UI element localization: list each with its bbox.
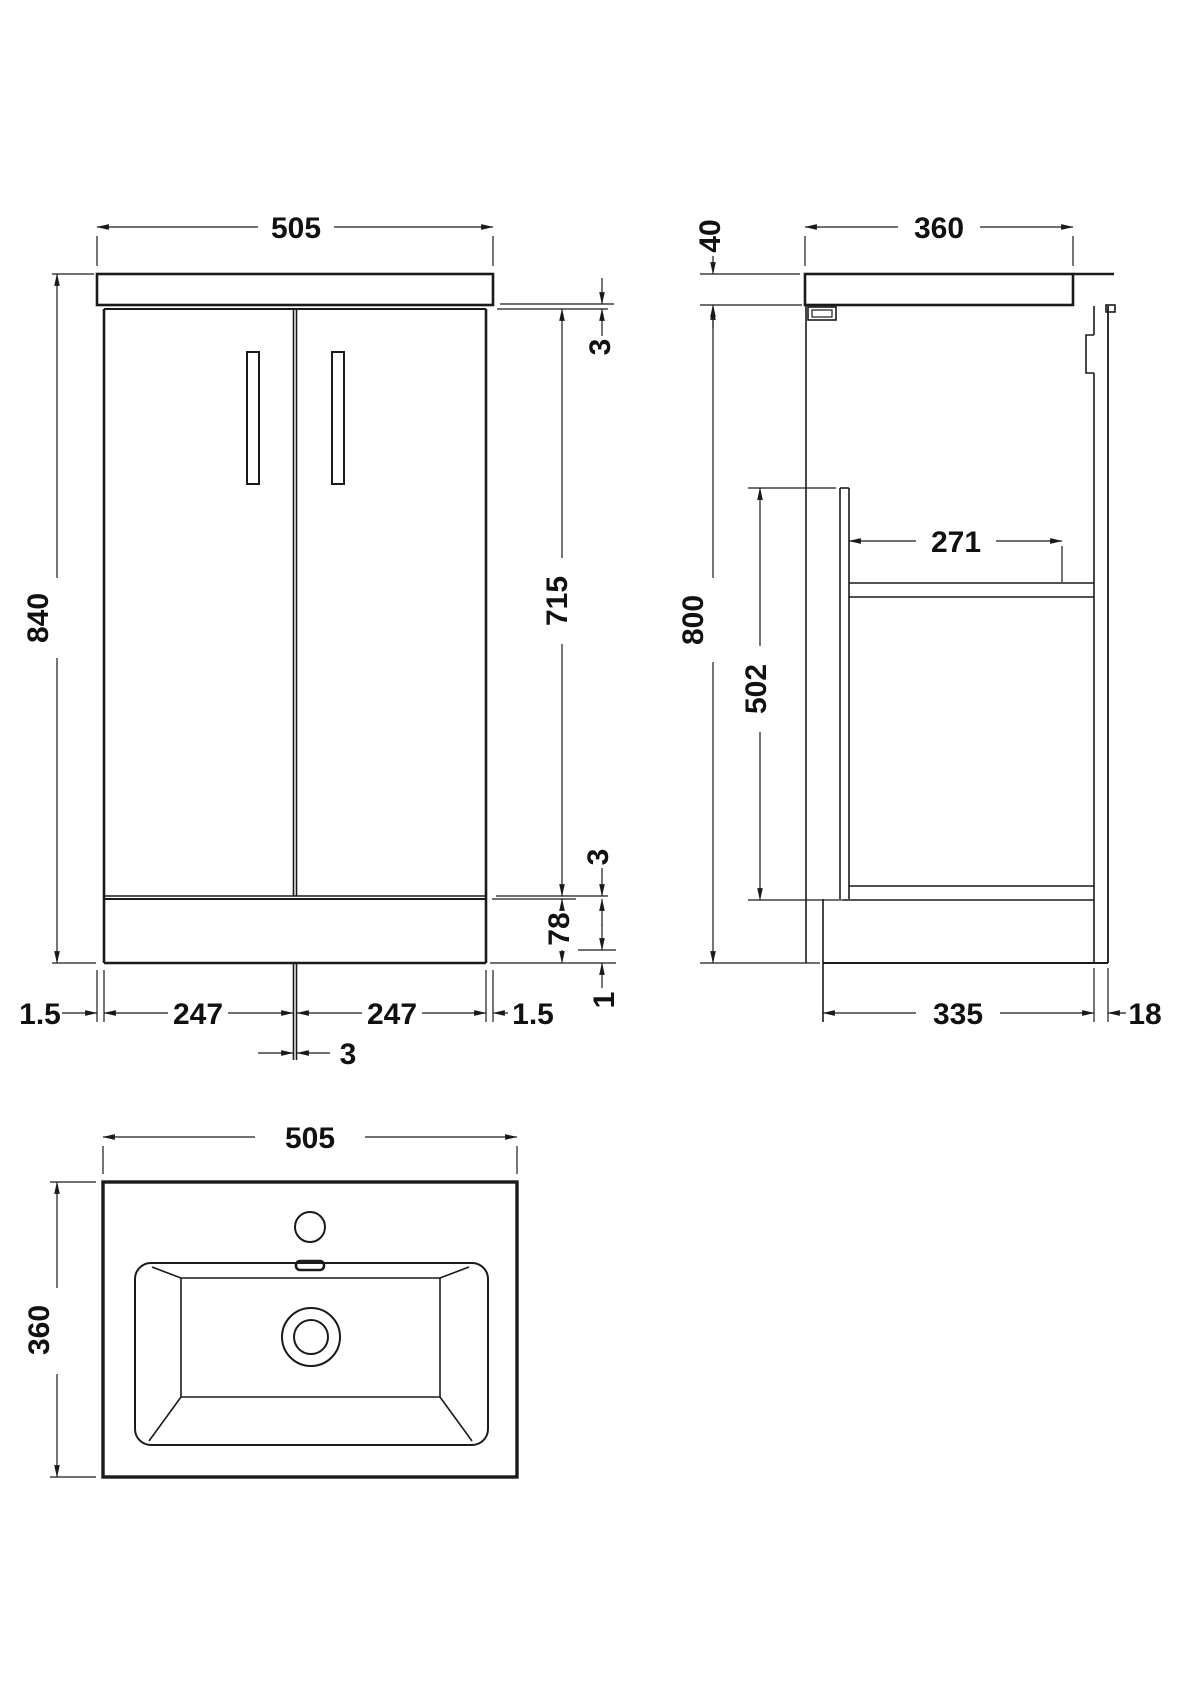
front-worktop [97,274,493,305]
dim-label-right-door-width: 247 [366,998,418,1031]
dim-label-worktop-thickness: 40 [694,219,727,253]
dim-front-plinth-height [543,899,576,963]
side-fixing-clip-inner [812,310,832,317]
dim-label-basin-width: 505 [284,1122,336,1155]
front-extension-lines [52,236,616,1060]
dim-label-base-depth: 335 [932,998,984,1031]
dim-side-base-depth [823,998,1094,1031]
dim-label-front-width: 505 [270,212,322,245]
dim-front-overall-width [97,212,493,245]
side-worktop [805,274,1073,305]
dim-label-right-margin: 1.5 [512,998,554,1031]
side-back-panel-notch [1086,335,1094,373]
dim-front-bottom-gap [582,849,615,926]
front-view [19,212,621,1071]
dim-label-back-panel-thickness: 18 [1128,998,1162,1031]
dim-basin-width [103,1122,517,1155]
dim-front-overall-height [22,274,57,963]
dim-front-door-height [541,309,574,896]
dim-side-overall-depth [805,212,1073,245]
dim-side-carcass-height [677,308,713,963]
dim-side-inner-panel-height [740,488,773,900]
dim-label-front-door-height: 715 [541,575,574,627]
dim-label-front-height: 840 [22,592,55,644]
dim-label-side-depth: 360 [913,212,965,245]
dim-label-front-plinth: 78 [543,912,576,946]
dim-side-back-panel-thickness [1108,998,1162,1031]
dim-front-bottom-chain [19,998,554,1031]
dim-label-left-door-width: 247 [172,998,224,1031]
dim-front-top-gap [584,278,617,355]
dim-label-shelf-depth: 271 [930,526,982,559]
basin-extension-lines [50,1146,517,1477]
dim-label-inner-panel-height: 502 [740,663,773,715]
dim-label-carcass-height: 800 [677,594,710,646]
basin-waste-outer [282,1308,340,1366]
dim-front-base-edge [588,924,621,1008]
dim-basin-depth [23,1182,57,1477]
front-right-door-handle [332,352,344,484]
dim-side-shelf-depth [849,526,1062,559]
basin-outer-rim [103,1182,517,1477]
basin-waste-inner [294,1320,328,1354]
dim-label-front-base-edge: 1 [588,991,621,1009]
dim-label-basin-depth: 360 [23,1304,56,1356]
side-extension-lines [700,236,1108,1022]
side-view [677,212,1162,1031]
dim-front-center-gap [258,1038,356,1071]
basin-top-view [23,1122,517,1477]
front-left-door-handle [247,352,259,484]
dim-label-left-margin: 1.5 [19,998,61,1031]
dim-label-center-gap: 3 [339,1038,357,1071]
basin-tap-hole [295,1212,325,1242]
dim-label-front-top-gap: 3 [584,338,617,356]
dim-label-front-bottom-gap: 3 [582,848,615,866]
